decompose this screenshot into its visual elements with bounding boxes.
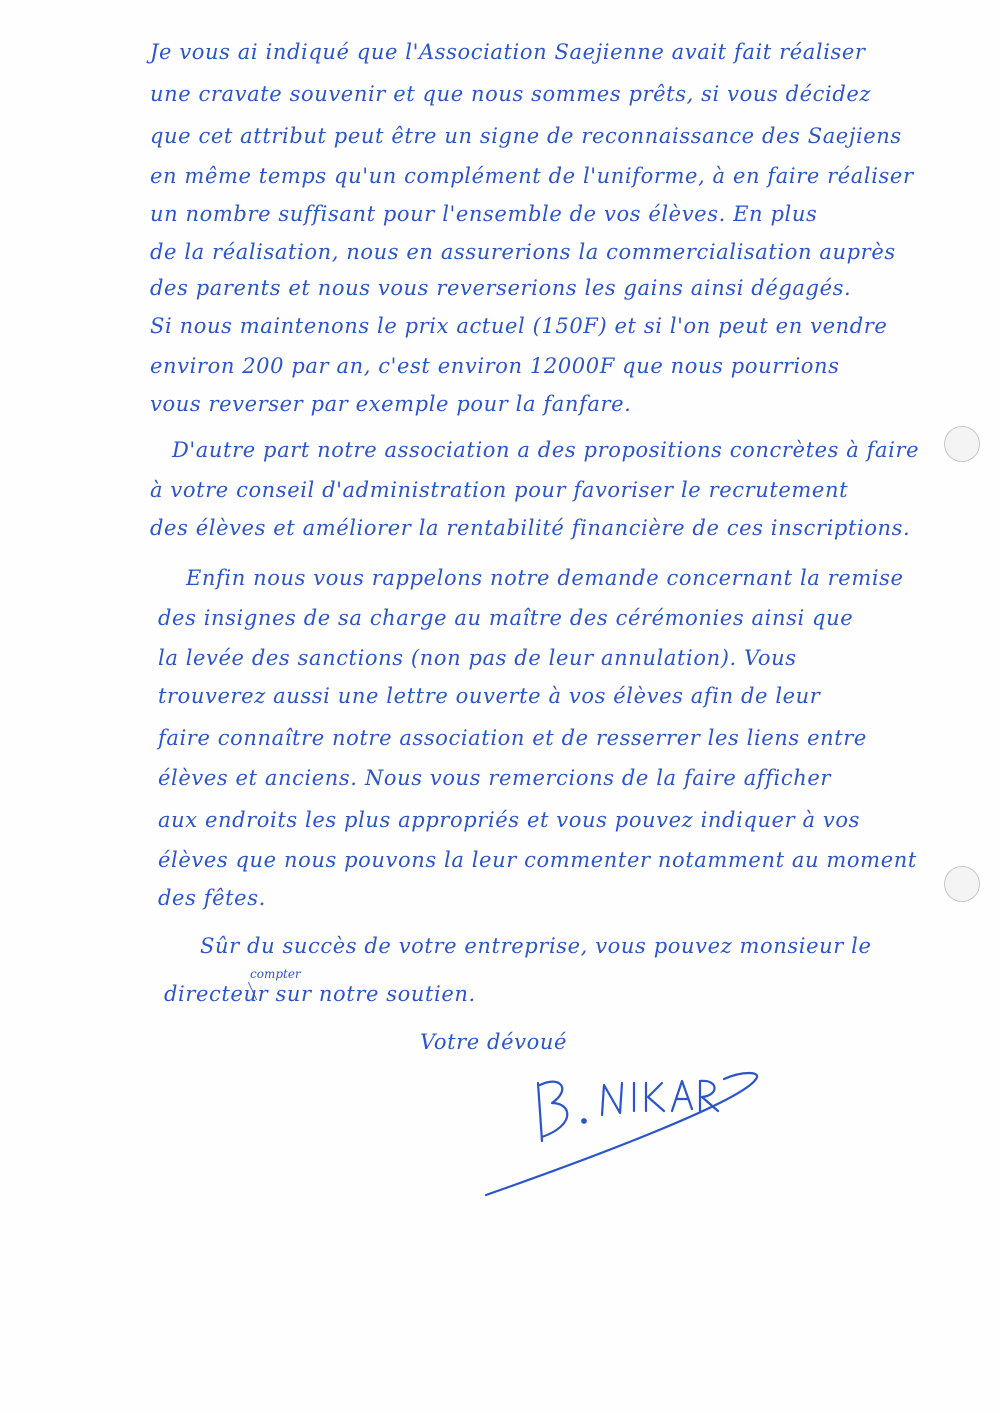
letter-line: Enfin nous vous rappelons notre demande concernant la remise <box>186 566 904 590</box>
letter-line: Sûr du succès de votre entreprise, vous pouvez monsieur le <box>200 934 872 958</box>
closing-line: Votre dévoué <box>420 1030 567 1054</box>
letter-line: trouverez aussi une lettre ouverte à vos élèves afin de leur <box>158 684 821 708</box>
letter-line: aux endroits les plus appropriés et vous pouvez indiquer à vos <box>158 808 861 832</box>
letter-line: une cravate souvenir et que nous sommes prêts, si vous décidez <box>150 82 872 106</box>
letter-line: des parents et nous vous reverserions les gains ainsi dégagés. <box>150 276 852 300</box>
letter-line: Si nous maintenons le prix actuel (150F) et si l'on peut en vendre <box>150 314 888 338</box>
letter-line: un nombre suffisant pour l'ensemble de vos élèves. En plus <box>150 202 818 226</box>
letter-line: que cet attribut peut être un signe de reconnaissance des Saejiens <box>150 124 902 148</box>
letter-line: D'autre part notre association a des propositions concrètes à faire <box>172 438 920 462</box>
letter-line: à votre conseil d'administration pour favoriser le recrutement <box>150 478 849 502</box>
letter-line: des fêtes. <box>158 886 266 910</box>
signature-drawing <box>480 1045 780 1215</box>
letter-line: faire connaître notre association et de resserrer les liens entre <box>158 726 867 750</box>
letter-line: des insignes de sa charge au maître des cérémonies ainsi que <box>158 606 854 630</box>
punch-hole <box>944 426 980 462</box>
letter-line: la levée des sanctions (non pas de leur annulation). Vous <box>158 646 797 670</box>
letter-line: environ 200 par an, c'est environ 12000F que nous pourrions <box>150 354 840 378</box>
letter-line: Je vous ai indiqué que l'Association Saejienne avait fait réaliser <box>150 40 866 64</box>
letter-line: vous reverser par exemple pour la fanfare. <box>150 392 632 416</box>
letter-line: des élèves et améliorer la rentabilité financière de ces inscriptions. <box>150 516 911 540</box>
signature <box>480 1045 780 1215</box>
letter-line: directeur sur notre soutien. <box>164 982 476 1006</box>
letter-line: élèves que nous pouvons la leur commenter notamment au moment <box>158 848 917 872</box>
letter-line: élèves et anciens. Nous vous remercions de la faire afficher <box>158 766 832 790</box>
letter-line: de la réalisation, nous en assurerions la commercialisation auprès <box>150 240 896 264</box>
punch-hole <box>944 866 980 902</box>
letter-line: en même temps qu'un complément de l'uniforme, à en faire réaliser <box>150 164 914 188</box>
inserted-word: compter <box>250 967 301 981</box>
